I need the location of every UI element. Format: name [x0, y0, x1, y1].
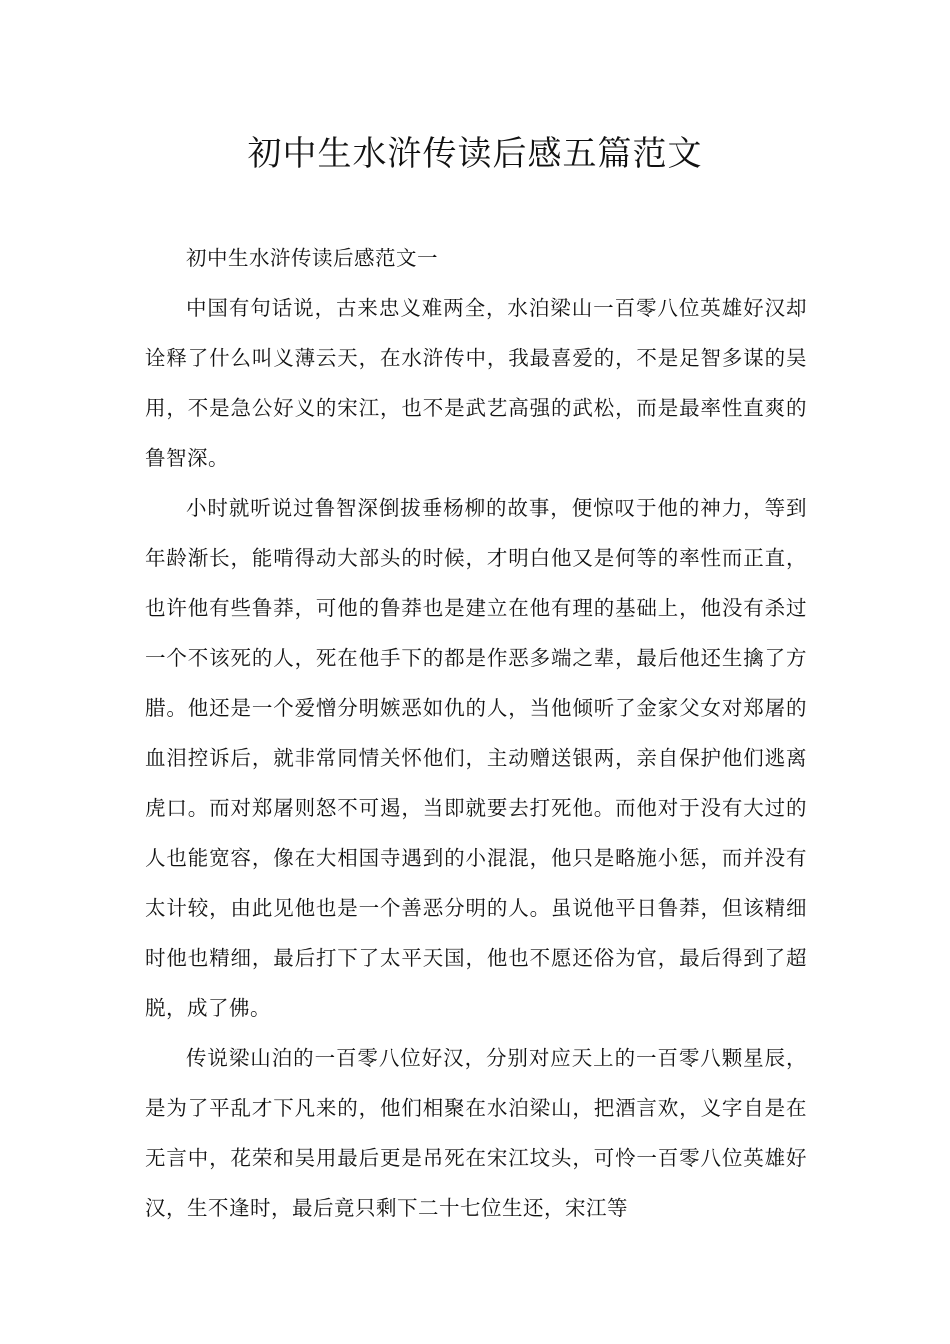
paragraph-3: 传说梁山泊的一百零八位好汉，分别对应天上的一百零八颗星辰，是为了平乱才下凡来的，他们相聚在水泊梁山，把酒言欢，义字自是在无言中，花荣和吴用最后更是吊死在宋江坟头，可怜一百零八位英雄好汉，生不逢时，最后竟只剩下二十七位生还，宋江等 [145, 1046, 807, 1220]
document-body [145, 233, 807, 1233]
paragraph-1: 中国有句话说，古来忠义难两全，水泊梁山一百零八位英雄好汉却诠释了什么叫义薄云天，在水浒传中，我最喜爱的，不是足智多谋的吴用，不是急公好义的宋江，也不是武艺高强的武松，而是最率性直爽的鲁智深。 [145, 296, 807, 470]
paragraph-2: 小时就听说过鲁智深倒拔垂杨柳的故事，便惊叹于他的神力，等到年龄渐长，能啃得动大部头的时候，才明白他又是何等的率性而正直，也许他有些鲁莽，可他的鲁莽也是建立在他有理的基础上，他没有杀过一个不该死的人，死在他手下的都是作恶多端之辈，最后他还生擒了方腊。他还是一个爱憎分明嫉恶如仇的人，当他倾听了金家父女对郑屠的血泪控诉后，就非常同情关怀他们，主动赠送银两，亲自保护他们逃离虎口。而对郑屠则怒不可遏，当即就要去打死他。而他对于没有大过的人也能宽容，像在大相国寺遇到的小混混，他只是略施小惩，而并没有太计较，由此见他也是一个善恶分明的人。虽说他平日鲁莽，但该精细时他也精细，最后打下了太平天国，他也不愿还俗为官，最后得到了超脱，成了佛。 [145, 496, 807, 1020]
section-heading: 初中生水浒传读后感范文一 [186, 246, 438, 270]
document-title: 初中生水浒传读后感五篇范文 [247, 134, 703, 174]
